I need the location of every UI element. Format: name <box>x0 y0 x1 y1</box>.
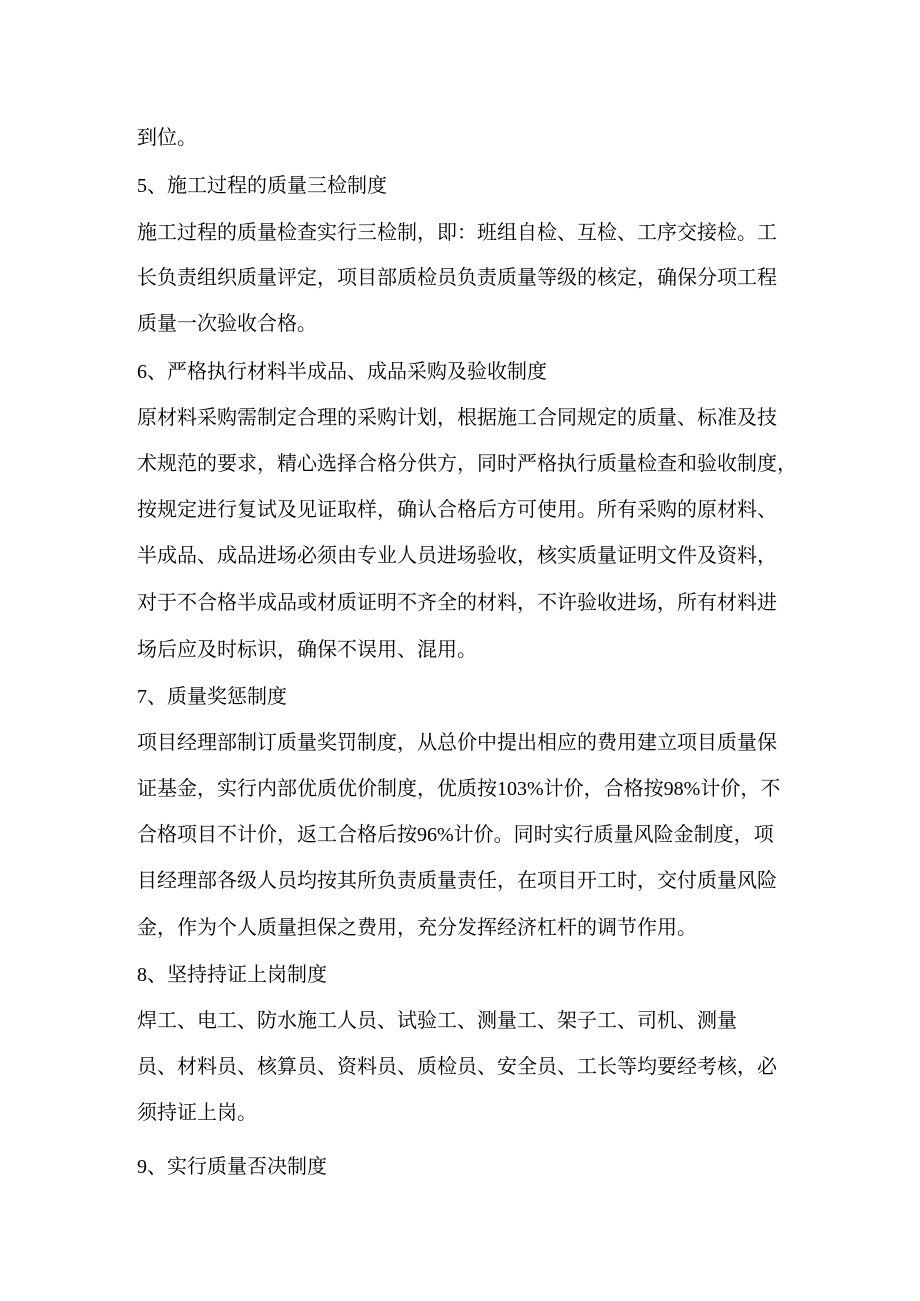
section-heading: 6、严格执行材料半成品、成品采购及验收制度 <box>137 361 547 383</box>
paragraph-line: 半成品、成品进场必须由专业人员进场验收，核实质量证明文件及资料， <box>137 545 777 567</box>
section-heading: 7、质量奖惩制度 <box>137 686 287 708</box>
paragraph-line: 长负责组织质量评定，项目部质检员负责质量等级的核定，确保分项工程 <box>137 267 777 289</box>
section-heading: 5、施工过程的质量三检制度 <box>137 175 387 197</box>
paragraph-line: 施工过程的质量检查实行三检制，即：班组自检、互检、工序交接检。工 <box>137 222 777 244</box>
paragraph-line: 场后应及时标识，确保不误用、混用。 <box>137 639 477 661</box>
section-heading: 9、实行质量否决制度 <box>137 1156 327 1178</box>
paragraph-line: 项目经理部制订质量奖罚制度，从总价中提出相应的费用建立项目质量保 <box>137 732 777 754</box>
paragraph-line: 按规定进行复试及见证取样，确认合格后方可使用。所有采购的原材料、 <box>137 499 777 521</box>
paragraph-line: 须持证上岗。 <box>137 1102 257 1124</box>
paragraph-line: 金，作为个人质量担保之费用，充分发挥经济杠杆的调节作用。 <box>137 917 697 939</box>
paragraph-line: 对于不合格半成品或材质证明不齐全的材料，不许验收进场，所有材料进 <box>137 592 777 614</box>
paragraph-line: 证基金，实行内部优质优价制度，优质按103%计价，合格按98%计价，不 <box>137 778 781 800</box>
paragraph-line: 焊工、电工、防水施工人员、试验工、测量工、架子工、司机、测量 <box>137 1010 737 1032</box>
continuation-text: 到位。 <box>137 127 197 149</box>
paragraph-line: 员、材料员、核算员、资料员、质检员、安全员、工长等均要经考核，必 <box>137 1056 777 1078</box>
paragraph-line: 目经理部各级人员均按其所负责质量责任，在项目开工时，交付质量风险 <box>137 870 777 892</box>
paragraph-line: 质量一次验收合格。 <box>137 313 317 335</box>
paragraph-line: 合格项目不计价，返工合格后按96%计价。同时实行质量风险金制度，项 <box>137 824 774 846</box>
section-heading: 8、坚持持证上岗制度 <box>137 964 327 986</box>
paragraph-line: 术规范的要求，精心选择合格分供方，同时严格执行质量检查和验收制度， <box>137 453 797 475</box>
paragraph-line: 原材料采购需制定合理的采购计划，根据施工合同规定的质量、标准及技 <box>137 407 777 429</box>
